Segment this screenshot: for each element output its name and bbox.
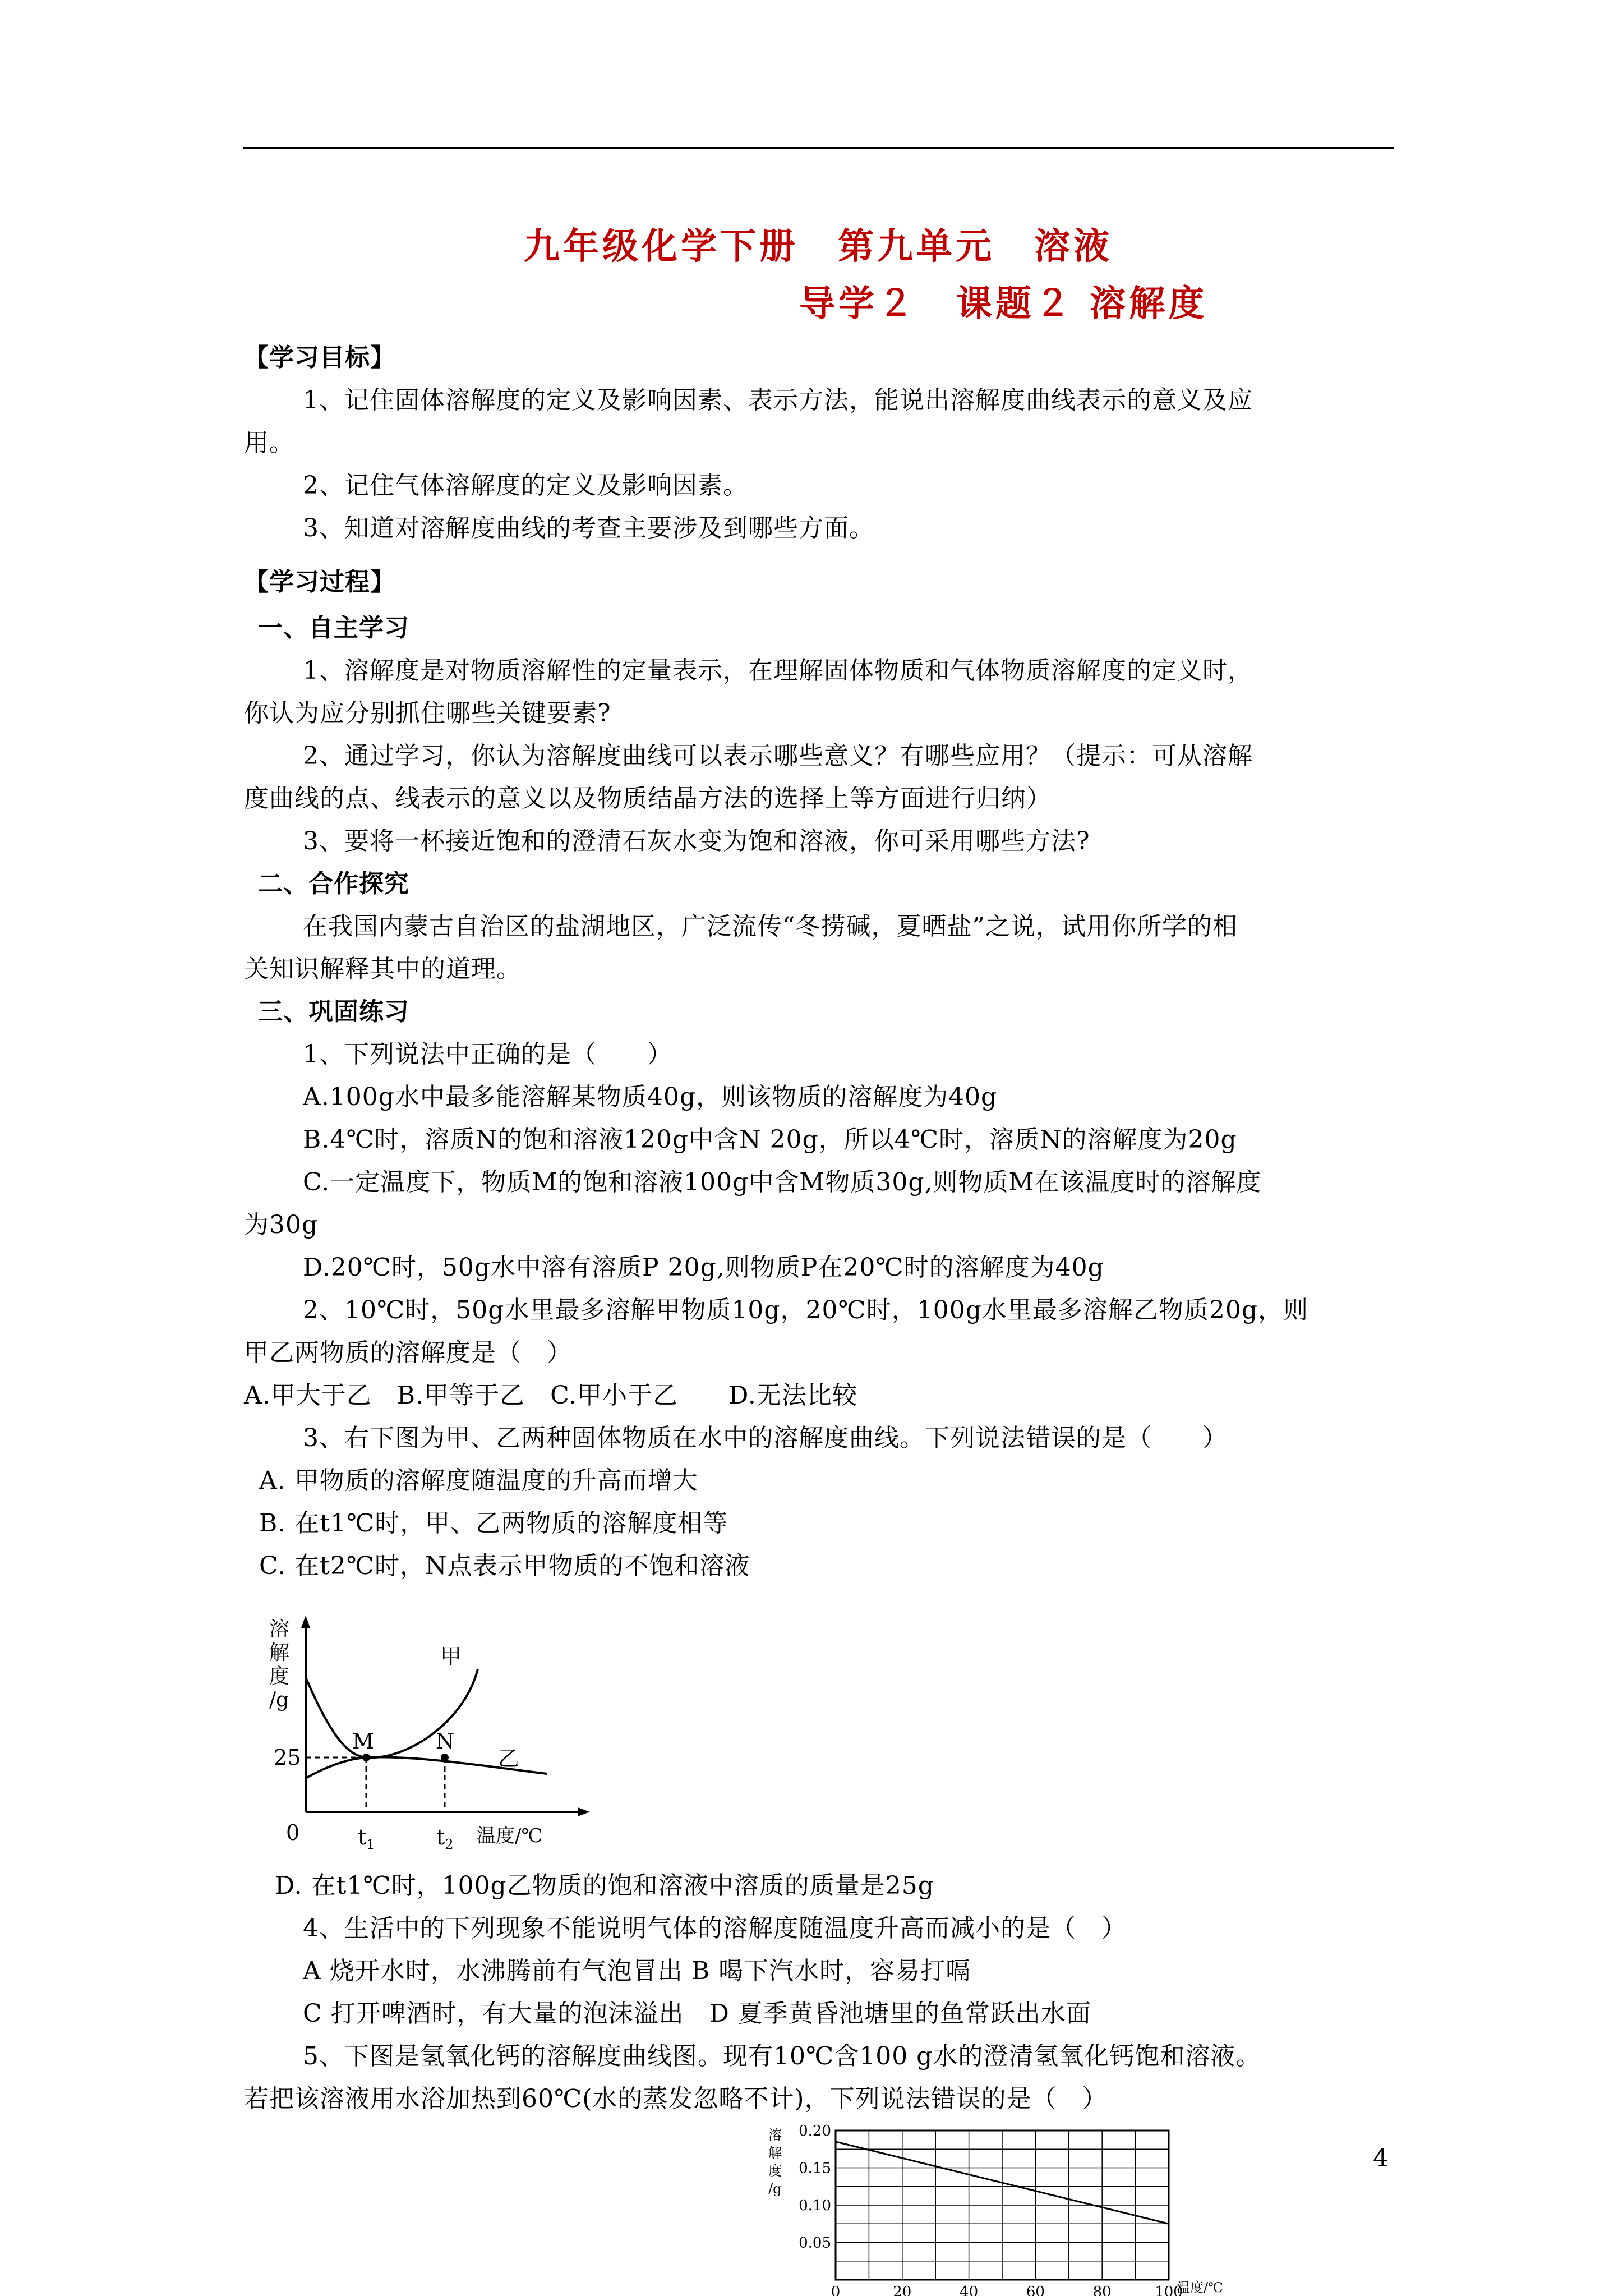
self-q2b: 度曲线的点、线表示的意义以及物质结晶方法的选择上等方面进行归纳） [244, 784, 1052, 813]
chart2-x-ticks [831, 2284, 1183, 2296]
practice-q3: 3、右下图为甲、乙两种固体物质在水中的溶解度曲线。下列说法错误的是（ ） [303, 1424, 1228, 1452]
goal-3: 3、知道对溶解度曲线的考查主要涉及到哪些方面。 [303, 514, 874, 542]
chart1-label-n: N [436, 1729, 455, 1754]
practice-q1: 1、下列说法中正确的是（ ） [303, 1040, 672, 1069]
practice-q4-options-cd: C 打开啤酒时，有大量的泡沫溢出 D 夏季黄昏池塘里的鱼常跃出水面 [303, 1999, 1091, 2028]
chart1-y-label [269, 1618, 289, 1711]
practice-q5a: 5、下图是氢氧化钙的溶解度曲线图。现有10℃含100 g水的澄清氢氧化钙饱和溶液。 [303, 2042, 1261, 2070]
solubility-chart-jia-yi [247, 1616, 606, 1851]
chart2-x-tick: 20 [893, 2284, 912, 2296]
practice-q3-option-d: D. 在t1℃时，100g乙物质的饱和溶液中溶质的质量是25g [275, 1871, 934, 1900]
page-subtitle: 导学２ 课题２ 溶解度 [799, 283, 1208, 325]
chart1-y-label-1: 溶 [269, 1618, 290, 1641]
self-study-heading: 一、自主学习 [258, 614, 409, 642]
practice-q5b: 若把该溶液用水浴加热到60℃(水的蒸发忽略不计)，下列说法错误的是（ ） [244, 2085, 1108, 2113]
chart2-x-tick: 100 [1155, 2284, 1183, 2296]
coop-p1a: 在我国内蒙古自治区的盐湖地区，广泛流传“冬捞碱，夏晒盐”之说，试用你所学的相 [303, 912, 1238, 941]
chart1-x-tick-t1: $t_1$ [358, 1825, 375, 1851]
chart1-origin: 0 [286, 1820, 300, 1845]
goal-1a: 1、记住固体溶解度的定义及影响因素、表示方法，能说出溶解度曲线表示的意义及应 [303, 386, 1253, 415]
calcium-hydroxide-solubility-chart [763, 2118, 1256, 2296]
chart2-x-label: 温度/℃ [1177, 2280, 1223, 2295]
self-q3: 3、要将一杯接近饱和的澄清石灰水变为饱和溶液，你可采用哪些方法? [303, 827, 1090, 855]
header-rule [243, 147, 1394, 149]
chart2-y-label-1: 溶 [768, 2127, 782, 2143]
self-q2a: 2、通过学习，你认为溶解度曲线可以表示哪些意义？有哪些应用？（提示：可从溶解 [303, 742, 1253, 770]
page-title: 九年级化学下册 第九单元 溶液 [524, 226, 1113, 268]
chart2-grid [836, 2131, 1169, 2280]
practice-q4-options-ab: A 烧开水时，水沸腾前有气泡冒出 B 喝下汽水时，容易打嗝 [303, 1957, 971, 1985]
chart1-x-tick-t2: $t_2$ [436, 1825, 454, 1851]
practice-q2b: 甲乙两物质的溶解度是（ ） [244, 1338, 572, 1367]
practice-q1-option-a: A.100g水中最多能溶解某物质40g，则该物质的溶解度为40g [303, 1083, 998, 1111]
chart1-y-label-3: 度 [269, 1665, 290, 1688]
practice-q1-option-b: B.4℃时，溶质N的饱和溶液120g中含N 20g，所以4℃时，溶质N的溶解度为20g [303, 1125, 1237, 1154]
practice-q1-option-d: D.20℃时，50g水中溶有溶质P 20g,则物质P在20℃时的溶解度为40g [303, 1253, 1104, 1282]
chart1-point-m [362, 1754, 370, 1761]
coop-heading: 二、合作探究 [258, 869, 409, 898]
chart2-x-tick: 60 [1026, 2284, 1045, 2296]
goals-heading: 【学习目标】 [244, 343, 395, 372]
coop-p1b: 关知识解释其中的道理。 [244, 955, 522, 983]
chart1-y-label-4: /g [269, 1688, 289, 1711]
practice-q1-option-c-cont: 为30g [244, 1211, 319, 1239]
chart2-x-tick: 0 [831, 2284, 841, 2296]
goal-1b: 用。 [244, 429, 294, 457]
chart2-y-tick: 0.05 [799, 2234, 831, 2252]
chart2-y-tick: 0.15 [799, 2160, 831, 2177]
practice-q2a: 2、10℃时，50g水里最多溶解甲物质10g，20℃时，100g水里最多溶解乙物质20g，则 [303, 1296, 1309, 1324]
practice-q3-option-a: A. 甲物质的溶解度随温度的升高而增大 [259, 1466, 698, 1495]
chart1-y-tick-25: 25 [274, 1745, 301, 1770]
chart2-y-tick: 0.20 [799, 2123, 831, 2139]
chart2-y-tick: 0.10 [799, 2197, 831, 2214]
goal-2: 2、记住气体溶解度的定义及影响因素。 [303, 471, 748, 500]
process-heading: 【学习过程】 [244, 568, 395, 596]
practice-q3-option-c: C. 在t2℃时，N点表示甲物质的不饱和溶液 [259, 1552, 750, 1580]
chart2-y-label-4: /g [768, 2181, 782, 2197]
chart1-x-label: 温度/℃ [477, 1825, 543, 1847]
practice-q3-option-b: B. 在t1℃时，甲、乙两物质的溶解度相等 [259, 1509, 728, 1538]
practice-q1-option-c: C.一定温度下，物质M的饱和溶液100g中含M物质30g,则物质M在该温度时的溶解度 [303, 1168, 1262, 1197]
chart2-y-label [768, 2127, 782, 2197]
chart2-x-tick: 40 [960, 2284, 979, 2296]
chart1-point-n [441, 1754, 449, 1761]
chart1-y-arrow [301, 1616, 310, 1628]
chart2-y-label-3: 度 [768, 2163, 782, 2179]
chart1-label-m: M [352, 1729, 374, 1754]
chart1-label-yi: 乙 [498, 1746, 520, 1771]
chart2-y-ticks [799, 2123, 831, 2252]
chart1-label-jia: 甲 [440, 1644, 462, 1669]
practice-heading: 三、巩固练习 [258, 997, 409, 1026]
page-number: 4 [1373, 2144, 1389, 2173]
self-q1a: 1、溶解度是对物质溶解性的定量表示，在理解固体物质和气体物质溶解度的定义时， [303, 656, 1253, 685]
chart2-y-label-2: 解 [768, 2145, 782, 2161]
chart2-x-tick: 80 [1092, 2284, 1112, 2296]
practice-q4: 4、生活中的下列现象不能说明气体的溶解度随温度升高而减小的是（ ） [303, 1914, 1127, 1943]
self-q1b: 你认为应分别抓住哪些关键要素? [244, 699, 611, 728]
chart1-x-arrow [578, 1807, 590, 1816]
chart1-y-label-2: 解 [269, 1641, 290, 1664]
practice-q2-options: A.甲大于乙 B.甲等于乙 C.甲小于乙 D.无法比较 [244, 1381, 857, 1410]
